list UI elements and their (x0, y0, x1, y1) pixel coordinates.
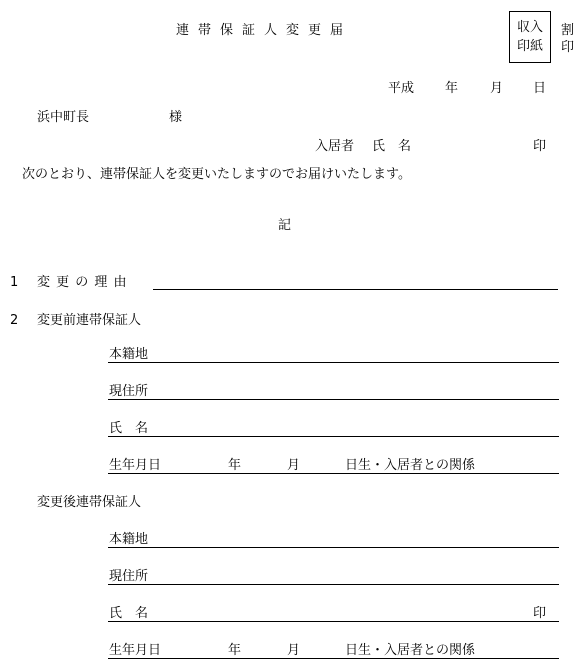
document-title: 連帯保証人変更届 (176, 23, 353, 38)
after-name-line[interactable] (108, 621, 559, 622)
reason-line[interactable] (153, 289, 558, 290)
stamp-label-line1: 収入 (516, 20, 543, 35)
date-year-label: 年 (445, 81, 459, 96)
after-seal: 印 (533, 606, 547, 621)
stamp-label-line2: 印紙 (516, 39, 543, 54)
addressee-honorific: 様 (169, 110, 183, 125)
before-birth-label: 生年月日 (109, 458, 162, 473)
date-day-label: 日 (533, 81, 547, 96)
after-name-label: 氏 名 (109, 606, 149, 621)
before-honseki-label: 本籍地 (109, 347, 149, 362)
addressee-name: 浜中町長 (37, 110, 90, 125)
before-birth-year: 年 (228, 458, 242, 473)
before-address-label: 現住所 (109, 384, 149, 399)
item1-label: 変 更 の 理 由 (37, 275, 128, 290)
before-address-line[interactable] (108, 399, 559, 400)
after-address-label: 現住所 (109, 569, 149, 584)
after-label: 変更後連帯保証人 (37, 495, 142, 510)
after-birth-line[interactable] (108, 658, 559, 659)
applicant-label: 入居者 (315, 139, 355, 154)
before-name-label: 氏 名 (109, 421, 149, 436)
before-birth-relation: 日生・入居者との関係 (345, 458, 476, 473)
after-birth-year: 年 (228, 643, 242, 658)
revenue-stamp-box (509, 11, 551, 63)
applicant-name-label: 氏 名 (372, 139, 412, 154)
after-honseki-label: 本籍地 (109, 532, 149, 547)
date-era: 平成 (388, 81, 415, 96)
date-month-label: 月 (490, 81, 504, 96)
before-honseki-line[interactable] (108, 362, 559, 363)
after-honseki-line[interactable] (108, 547, 559, 548)
before-name-line[interactable] (108, 436, 559, 437)
item2-label: 変更前連帯保証人 (37, 313, 142, 328)
seal-mark (561, 22, 574, 56)
after-birth-relation: 日生・入居者との関係 (345, 643, 476, 658)
item1-number: 1 (10, 275, 19, 290)
applicant-seal: 印 (533, 139, 547, 154)
ki-heading: 記 (278, 218, 292, 233)
seal-mark-line2: 印 (561, 40, 575, 55)
before-birth-line[interactable] (108, 473, 559, 474)
seal-mark-line1: 割 (561, 23, 575, 38)
item2-number: 2 (10, 313, 19, 328)
before-birth-month: 月 (287, 458, 301, 473)
after-birth-month: 月 (287, 643, 301, 658)
intro-text: 次のとおり、連帯保証人を変更いたしますのでお届けいたします。 (22, 167, 411, 182)
after-address-line[interactable] (108, 584, 559, 585)
after-birth-label: 生年月日 (109, 643, 162, 658)
